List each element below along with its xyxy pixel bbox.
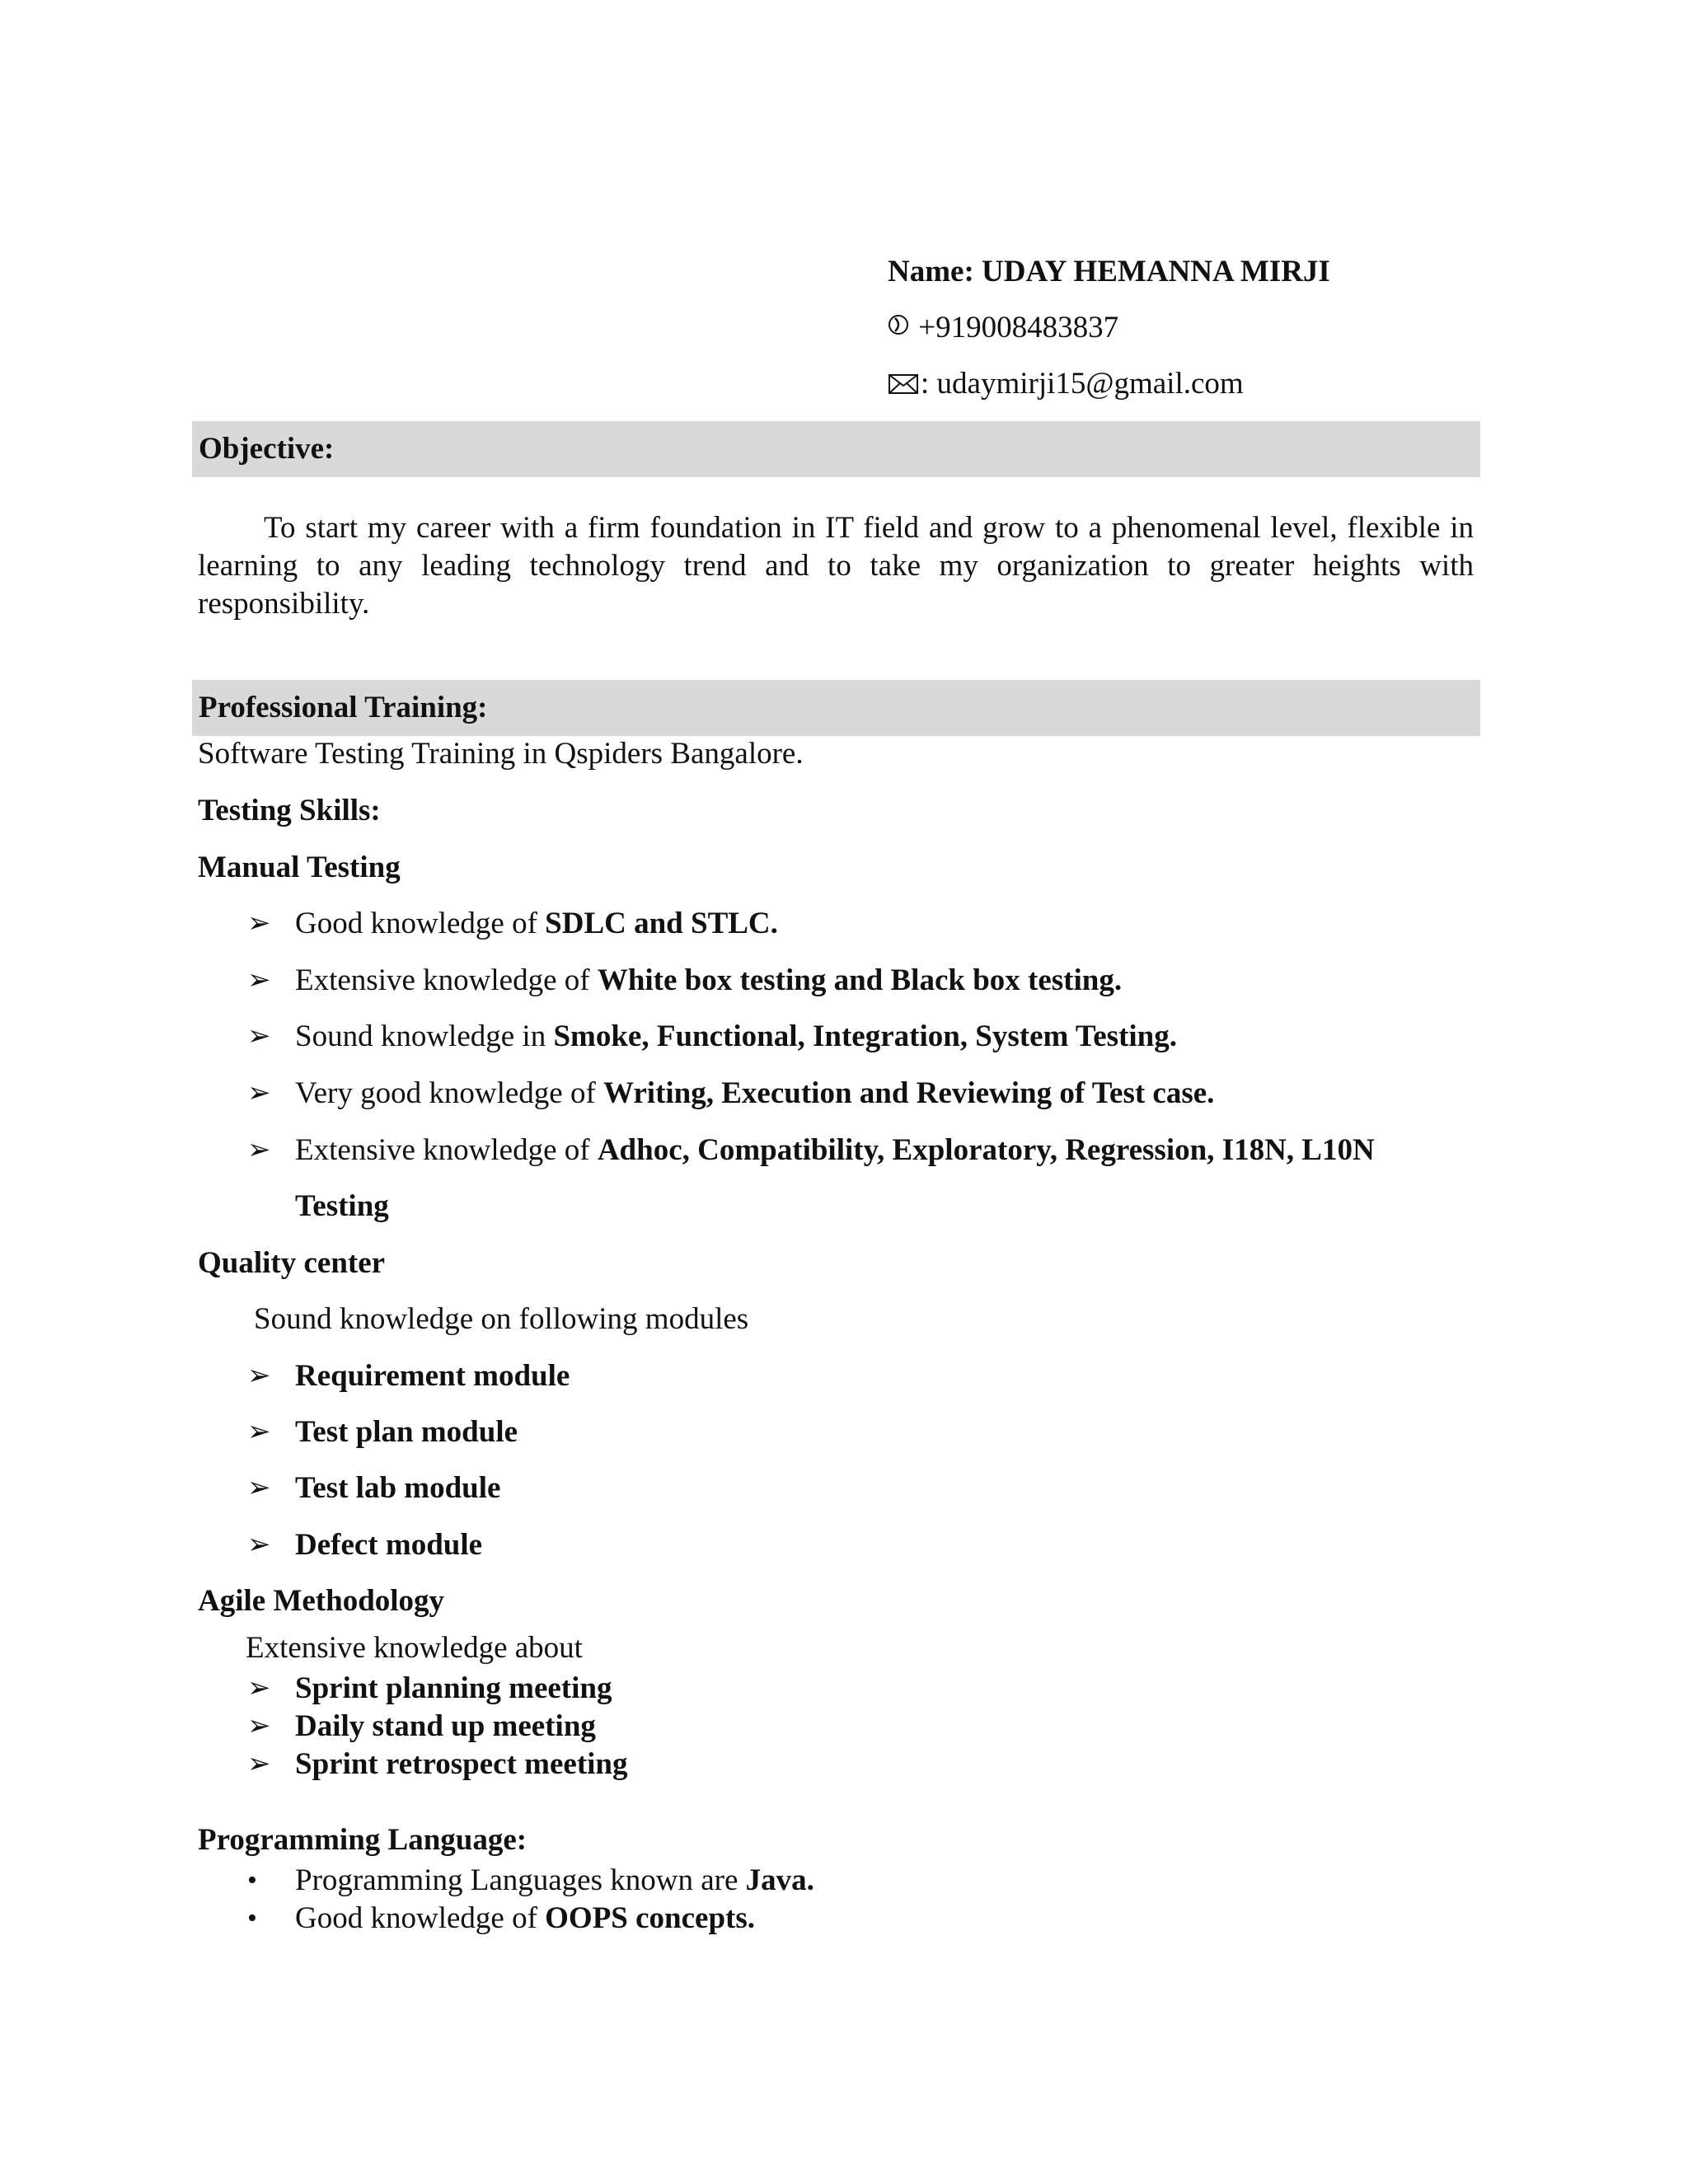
list-item: Requirement module <box>295 1359 570 1393</box>
email-line <box>888 366 1244 405</box>
objective-text: To start my career with a firm foundation in IT field and grow to a phenomenal level, flexible in learning to any leading technology trend and to take my organization to greater heights with responsibility. <box>198 511 1474 621</box>
objective-heading-band <box>192 421 1480 477</box>
dot-bullet-icon: • <box>247 1903 257 1933</box>
testing-skills-heading: Testing Skills: <box>198 794 381 827</box>
arrow-bullet-icon: ➢ <box>247 908 271 939</box>
arrow-bullet-icon: ➢ <box>247 1673 271 1704</box>
list-item: Sprint planning meeting <box>295 1671 612 1705</box>
name-label: Name: <box>888 255 974 288</box>
arrow-bullet-icon: ➢ <box>247 1021 271 1052</box>
list-item: Test plan module <box>295 1415 518 1449</box>
name-line <box>888 254 1330 290</box>
list-item: Good knowledge of SDLC and STLC. <box>295 907 778 940</box>
envelope-icon <box>888 369 921 405</box>
list-item: Extensive knowledge of Adhoc, Compatibility, Exploratory, Regression, I18N, L10N <box>295 1133 1375 1167</box>
phone-icon <box>888 310 911 346</box>
list-item: Sound knowledge in Smoke, Functional, Integration, System Testing. <box>295 1019 1177 1053</box>
list-item: Sprint retrospect meeting <box>295 1747 628 1781</box>
phone-number: +919008483837 <box>918 311 1119 344</box>
arrow-bullet-icon: ➢ <box>247 1711 271 1741</box>
arrow-bullet-icon: ➢ <box>247 1361 271 1391</box>
list-item: Good knowledge of OOPS concepts. <box>295 1901 756 1935</box>
agile-intro: Extensive knowledge about <box>246 1631 583 1665</box>
list-item-continuation: Testing <box>295 1189 389 1223</box>
training-heading: Professional Training: <box>199 691 488 724</box>
phone-line <box>888 310 1118 346</box>
quality-center-heading: Quality center <box>198 1246 386 1280</box>
candidate-name: UDAY HEMANNA MIRJI <box>982 255 1330 288</box>
list-item: Programming Languages known are Java. <box>295 1863 814 1897</box>
objective-heading: Objective: <box>199 432 335 466</box>
list-item: Daily stand up meeting <box>295 1709 596 1743</box>
list-item: Very good knowledge of Writing, Execution and Reviewing of Test case. <box>295 1076 1215 1110</box>
objective-paragraph <box>198 509 1474 623</box>
arrow-bullet-icon: ➢ <box>247 965 271 996</box>
arrow-bullet-icon: ➢ <box>247 1473 271 1503</box>
list-item: Test lab module <box>295 1471 501 1505</box>
arrow-bullet-icon: ➢ <box>247 1530 271 1560</box>
agile-heading: Agile Methodology <box>198 1584 445 1618</box>
manual-testing-heading: Manual Testing <box>198 851 401 884</box>
programming-heading: Programming Language: <box>198 1823 528 1857</box>
dot-bullet-icon: • <box>247 1865 257 1896</box>
training-heading-band <box>192 680 1480 736</box>
arrow-bullet-icon: ➢ <box>247 1078 271 1108</box>
list-item: Defect module <box>295 1528 483 1562</box>
quality-center-intro: Sound knowledge on following modules <box>254 1302 749 1336</box>
arrow-bullet-icon: ➢ <box>247 1135 271 1165</box>
list-item: Extensive knowledge of White box testing and Black box testing. <box>295 963 1123 997</box>
arrow-bullet-icon: ➢ <box>247 1749 271 1779</box>
training-text: Software Testing Training in Qspiders Bangalore. <box>198 737 804 771</box>
email-address: : udaymirji15@gmail.com <box>921 367 1244 401</box>
arrow-bullet-icon: ➢ <box>247 1417 271 1447</box>
